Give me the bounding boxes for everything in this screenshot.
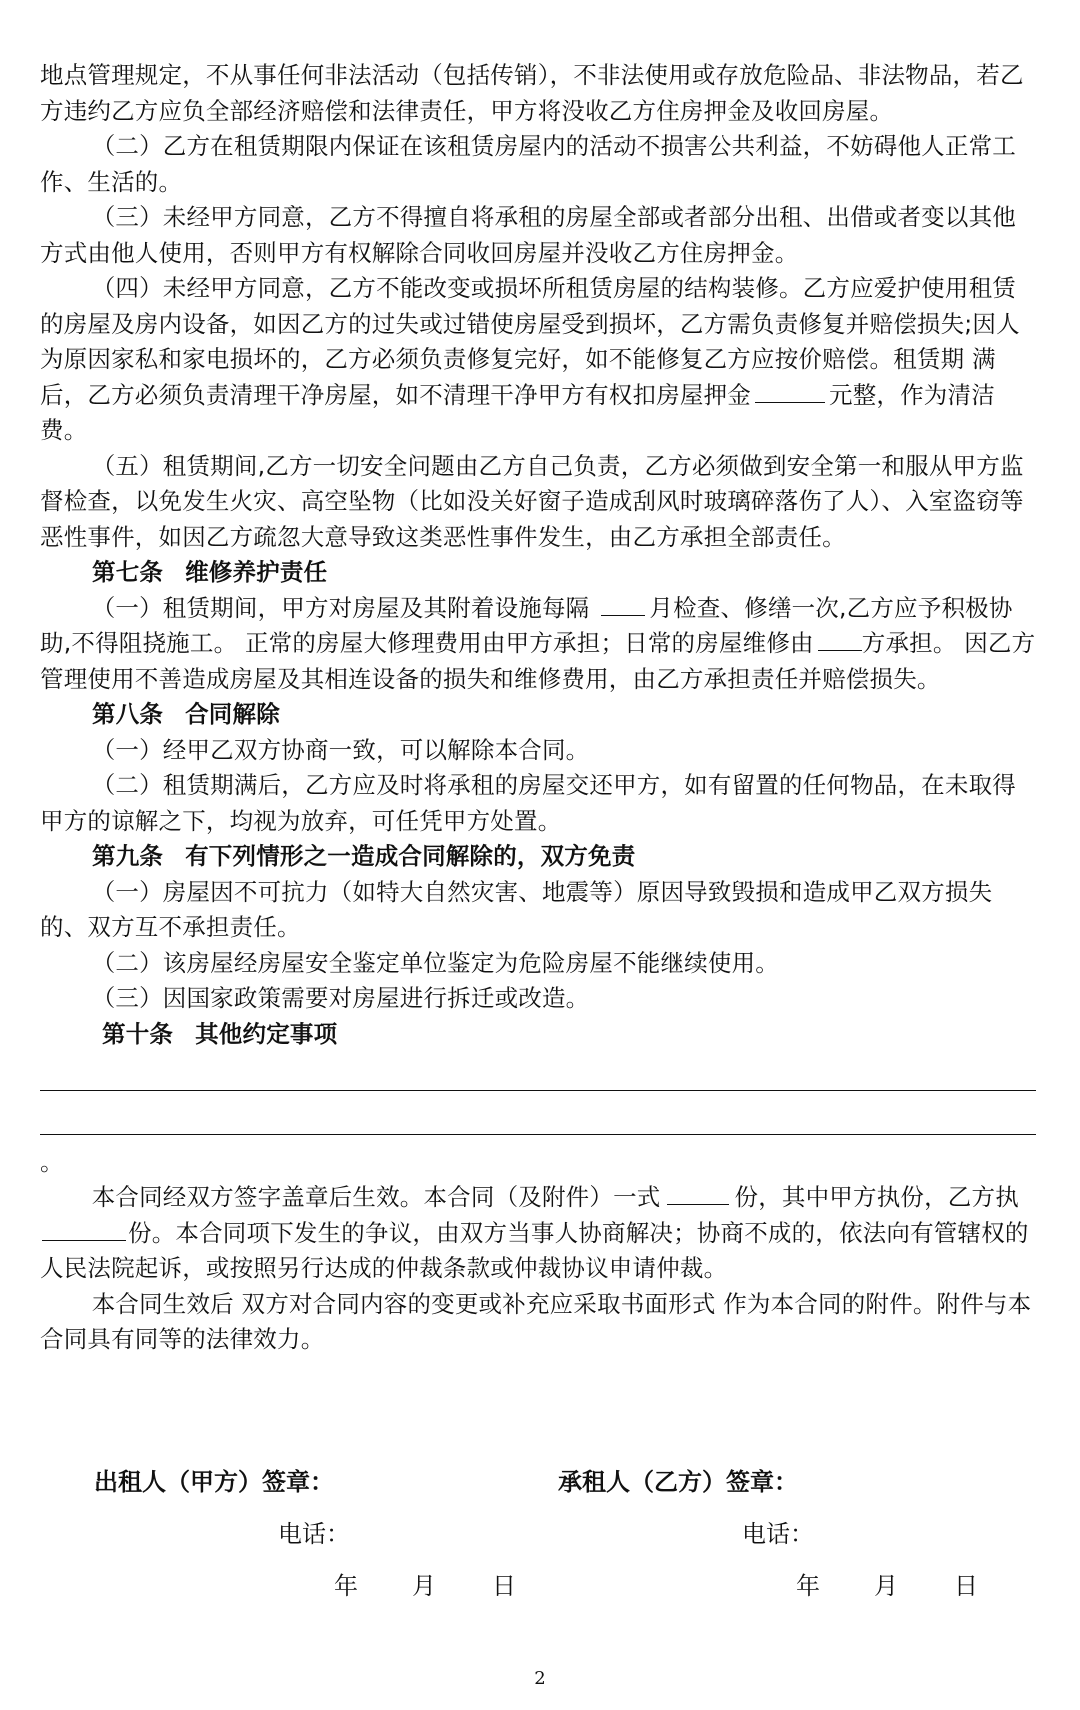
article-10-heading: [40, 1017, 1036, 1053]
paragraph-effectiveness: [40, 1180, 1036, 1287]
article-10-title: 其他约定事项: [195, 1019, 338, 1048]
effectiveness-text-2: 份，其中甲方执份，乙方执: [734, 1183, 1019, 1211]
lessee-date-day: 日: [954, 1572, 978, 1600]
inspection-interval-blank[interactable]: [601, 593, 645, 616]
copies-total-blank[interactable]: [667, 1182, 729, 1205]
other-terms-fill-lines: [40, 1052, 1036, 1144]
lessor-signature-label: 出租人（甲方）签章：: [94, 1468, 334, 1496]
fill-line[interactable]: [40, 1090, 1036, 1091]
article-8-number: 第八条: [92, 700, 164, 728]
article-8-title: 合同解除: [185, 700, 280, 728]
lessor-date-month: 月: [412, 1572, 436, 1600]
maintenance-text-3: 方承担。 因乙方管理使用不善造成房屋及其相连设备的损失和维修费用，由乙方承担责任并赔偿损失。: [40, 629, 1036, 693]
article-7-heading: [40, 555, 1036, 591]
copies-lessee-blank[interactable]: [42, 1218, 126, 1241]
period-mark: 。: [40, 1148, 64, 1176]
paragraph-clause-4: [40, 271, 1036, 449]
lessee-phone-label: 电话：: [742, 1520, 814, 1548]
article-9-heading: [40, 839, 1036, 875]
paragraph-amendments: 本合同生效后 双方对合同内容的变更或补充应采取书面形式 作为本合同的附件。附件与本合同具有同等的法律效力。: [40, 1289, 1032, 1353]
maintenance-text-2: 月检查、修缮一次,乙方应予积极协助,不得阻挠施工。 正常的房屋大修理费用由甲方承担；日常的房屋维修由: [40, 593, 1013, 657]
paragraph-termination-2: （二）租赁期满后，乙方应及时将承租的房屋交还甲方，如有留置的任何物品，在未取得甲方的谅解之下，均视为放弃，可任凭甲方处置。: [40, 771, 1016, 835]
paragraph-clause-3: （三）未经甲方同意，乙方不得擅自将承租的房屋全部或者部分出租、出借或者变以其他方式由他人使用，否则甲方有权解除合同收回房屋并没收乙方住房押金。: [40, 203, 1016, 267]
maintenance-text-1: （一）租赁期间，甲方对房屋及其附着设施每隔: [91, 593, 590, 622]
article-9-number: 第九条: [92, 842, 164, 870]
page-number: 2: [534, 1668, 546, 1689]
lessee-date-year: 年: [796, 1572, 820, 1600]
paragraph-clause-5: （五）租赁期间,乙方一切安全问题由乙方自己负责，乙方必须做到安全第一和服从甲方监督检查，以免发生火灾、高空坠物（比如没关好窗子造成刮风时玻璃碎落伤了人）、入室盗窃等恶性事件，如因乙方疏忽大意导致这类恶性事件发生，由乙方承担全部责任。: [40, 451, 1024, 551]
paragraph-exemption-2: （二）该房屋经房屋安全鉴定单位鉴定为危险房屋不能继续使用。: [91, 948, 779, 977]
lessee-signature-label: 承租人（乙方）签章：: [558, 1468, 798, 1496]
clause-4-text: （四）未经甲方同意，乙方不能改变或损坏所租赁房屋的结构装修。乙方应爱护使用租赁的房屋及房内设备，如因乙方的过失或过错使房屋受到损坏，乙方需负责修复并赔偿损失;因人为原因家私和家电损坏的，乙方必须负责修复完好，如不能修复乙方应按价赔偿。租赁期 满后，乙方必须负责清理干净房屋，如不清理干净甲方有权扣房屋押金: [40, 274, 1020, 409]
lessee-date-month: 月: [874, 1572, 898, 1600]
repair-party-blank[interactable]: [818, 628, 862, 651]
lessor-phone-label: 电话：: [278, 1520, 350, 1548]
article-7-title: 维修养护责任: [185, 558, 328, 586]
paragraph-clause-2: （二）乙方在租赁期限内保证在该租赁房屋内的活动不损害公共利益，不妨碍他人正常工作、生活的。: [40, 132, 1016, 196]
paragraph-termination-1: （一）经甲乙双方协商一致，可以解除本合同。: [91, 735, 590, 764]
article-7-number: 第七条: [92, 558, 164, 586]
paragraph-usage-rules: 地点管理规定，不从事任何非法活动（包括传销），不非法使用或存放危险品、非法物品，若乙方违约乙方应负全部经济赔偿和法律责任，甲方将没收乙方住房押金及收回房屋。: [40, 61, 1024, 125]
article-9-title: 有下列情形之一造成合同解除的，双方免责: [185, 842, 636, 870]
deposit-amount-blank[interactable]: [755, 380, 825, 403]
paragraph-exemption-3: （三）因国家政策需要对房屋进行拆迁或改造。: [91, 984, 590, 1012]
article-10-number: 第十条: [102, 1019, 174, 1048]
paragraph-exemption-1: （一）房屋因不可抗力（如特大自然灾害、地震等）原因导致毁损和造成甲乙双方损失的、双方互不承担责任。: [40, 877, 993, 941]
effectiveness-text-3: 份。本合同项下发生的争议，由双方当事人协商解决；协商不成的，依法向有管辖权的人民法院起诉，或按照另行达成的仲裁条款或仲裁协议申请仲裁。: [40, 1218, 1029, 1282]
lessor-date-day: 日: [492, 1572, 516, 1600]
effectiveness-text-1: 本合同经双方签字盖章后生效。本合同（及附件）一式: [91, 1183, 661, 1211]
paragraph-maintenance: [40, 591, 1036, 698]
fill-line[interactable]: [40, 1134, 1036, 1135]
lessor-date-year: 年: [334, 1572, 358, 1600]
article-8-heading: [40, 697, 1036, 733]
clause-4-tail: 元整，作为清洁费。: [40, 380, 995, 444]
contract-body: [40, 58, 1036, 1358]
